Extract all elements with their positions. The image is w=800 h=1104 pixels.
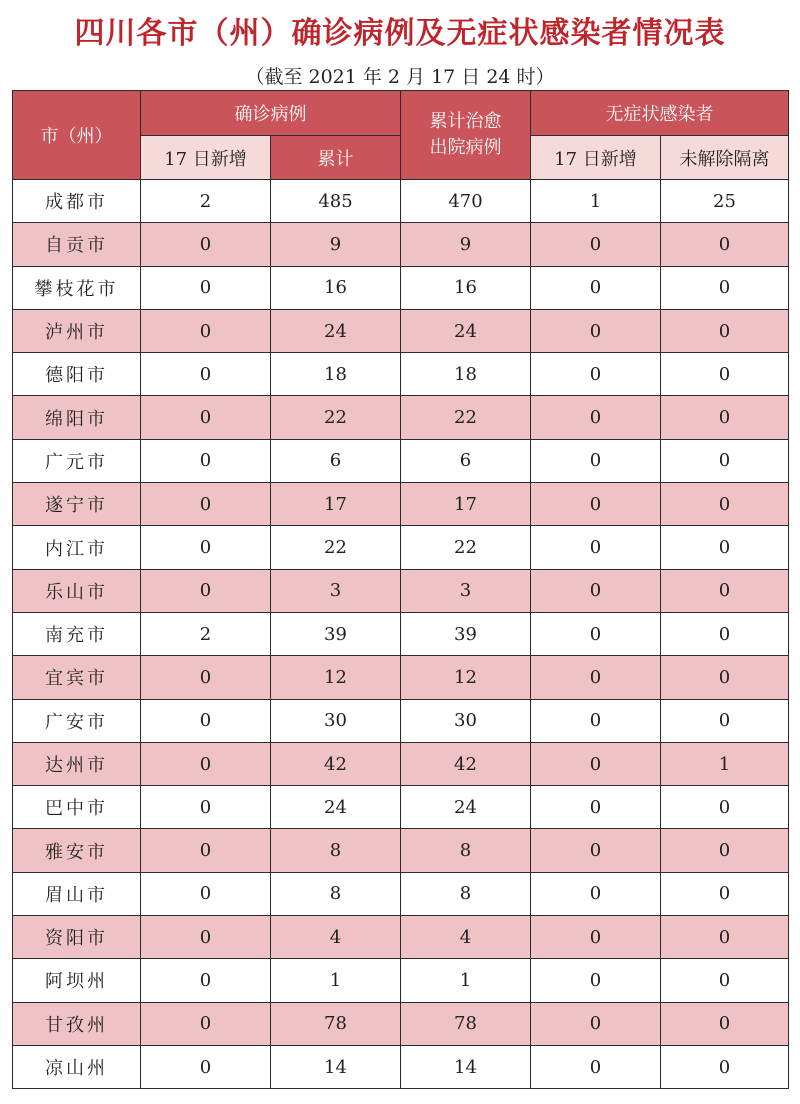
cell-city: 攀枝花市 [13,266,141,309]
cell-asym-isolated: 0 [661,959,789,1002]
cell-confirmed-total: 24 [271,786,401,829]
cell-asym-isolated: 0 [661,612,789,655]
cell-asym-new: 0 [531,396,661,439]
table-row [13,656,789,699]
cell-asym-isolated: 0 [661,699,789,742]
cell-discharged: 6 [401,439,531,482]
cell-asym-isolated: 0 [661,396,789,439]
cell-city: 凉山州 [13,1045,141,1088]
cell-asym-isolated: 1 [661,742,789,785]
header-discharged: 累计治愈出院病例 [401,91,531,180]
cell-asym-isolated: 0 [661,309,789,352]
cell-asym-new: 0 [531,1002,661,1045]
cell-asym-new: 0 [531,526,661,569]
cell-confirmed-new: 0 [141,916,271,959]
cell-confirmed-total: 1 [271,959,401,1002]
cell-asym-new: 0 [531,959,661,1002]
page-title: 四川各市（州）确诊病例及无症状感染者情况表 [74,16,726,51]
cell-asym-isolated: 0 [661,266,789,309]
cell-city: 广元市 [13,439,141,482]
cell-confirmed-new: 0 [141,742,271,785]
cell-asym-isolated: 0 [661,353,789,396]
table-row [13,396,789,439]
cell-confirmed-new: 0 [141,1002,271,1045]
table-row [13,916,789,959]
cell-asym-new: 0 [531,223,661,266]
header-confirmed-new: 17 日新增 [141,136,271,180]
cell-discharged: 18 [401,353,531,396]
cell-confirmed-new: 0 [141,959,271,1002]
cell-asym-isolated: 0 [661,829,789,872]
cell-confirmed-total: 12 [271,656,401,699]
table-row [13,353,789,396]
cell-confirmed-total: 17 [271,483,401,526]
cell-discharged: 12 [401,656,531,699]
cell-asym-isolated: 0 [661,483,789,526]
cell-confirmed-total: 16 [271,266,401,309]
cell-asym-isolated: 0 [661,786,789,829]
cell-asym-new: 1 [531,180,661,223]
cell-city: 自贡市 [13,223,141,266]
cell-city: 阿坝州 [13,959,141,1002]
cell-asym-new: 0 [531,786,661,829]
cell-confirmed-total: 24 [271,309,401,352]
cell-confirmed-total: 22 [271,396,401,439]
cell-city: 成都市 [13,180,141,223]
cell-asym-isolated: 0 [661,872,789,915]
cell-asym-new: 0 [531,656,661,699]
cell-discharged: 42 [401,742,531,785]
cell-discharged: 78 [401,1002,531,1045]
cell-confirmed-total: 485 [271,180,401,223]
cell-confirmed-total: 78 [271,1002,401,1045]
cell-city: 甘孜州 [13,1002,141,1045]
cell-confirmed-total: 42 [271,742,401,785]
cell-confirmed-total: 39 [271,612,401,655]
cell-discharged: 470 [401,180,531,223]
cell-asym-isolated: 0 [661,223,789,266]
cell-asym-isolated: 0 [661,569,789,612]
table-row [13,829,789,872]
cell-confirmed-new: 2 [141,180,271,223]
cell-asym-new: 0 [531,569,661,612]
cell-confirmed-total: 22 [271,526,401,569]
cell-asym-isolated: 25 [661,180,789,223]
cell-asym-isolated: 0 [661,1002,789,1045]
cell-asym-isolated: 0 [661,656,789,699]
table-row [13,959,789,1002]
table-row [13,1045,789,1088]
cell-city: 广安市 [13,699,141,742]
cell-discharged: 24 [401,786,531,829]
cell-confirmed-new: 0 [141,223,271,266]
cell-discharged: 1 [401,959,531,1002]
cell-confirmed-new: 0 [141,526,271,569]
cell-asym-new: 0 [531,1045,661,1088]
cell-asym-isolated: 0 [661,526,789,569]
table-row [13,180,789,223]
cell-city: 内江市 [13,526,141,569]
header-asym-isolated: 未解除隔离 [661,136,789,180]
cell-asym-new: 0 [531,612,661,655]
cell-confirmed-total: 14 [271,1045,401,1088]
cell-discharged: 30 [401,699,531,742]
cell-asym-new: 0 [531,266,661,309]
cell-city: 雅安市 [13,829,141,872]
cell-asym-isolated: 0 [661,439,789,482]
table-row [13,1002,789,1045]
cell-city: 遂宁市 [13,483,141,526]
cell-asym-new: 0 [531,439,661,482]
cell-discharged: 16 [401,266,531,309]
cell-city: 达州市 [13,742,141,785]
cell-city: 宜宾市 [13,656,141,699]
table-header [13,91,789,180]
table-row [13,526,789,569]
table-body [13,180,789,1089]
cell-city: 南充市 [13,612,141,655]
cell-confirmed-total: 8 [271,829,401,872]
table-row [13,483,789,526]
table-row [13,223,789,266]
table-row [13,786,789,829]
cell-asym-new: 0 [531,483,661,526]
cell-city: 绵阳市 [13,396,141,439]
table-row [13,439,789,482]
cell-city: 巴中市 [13,786,141,829]
cell-confirmed-new: 0 [141,353,271,396]
cell-asym-new: 0 [531,699,661,742]
cell-confirmed-new: 0 [141,656,271,699]
cell-confirmed-new: 0 [141,872,271,915]
cell-discharged: 9 [401,223,531,266]
cell-confirmed-total: 3 [271,569,401,612]
table-row [13,742,789,785]
cell-discharged: 22 [401,526,531,569]
cell-confirmed-total: 9 [271,223,401,266]
table-row [13,309,789,352]
cell-confirmed-new: 0 [141,569,271,612]
cell-discharged: 24 [401,309,531,352]
header-asymptomatic-group: 无症状感染者 [531,91,789,136]
cell-confirmed-new: 0 [141,266,271,309]
cell-discharged: 8 [401,872,531,915]
header-confirmed-group: 确诊病例 [141,91,401,136]
table-row [13,612,789,655]
header-city: 市（州） [13,91,141,180]
cell-confirmed-new: 0 [141,483,271,526]
cell-asym-new: 0 [531,309,661,352]
cell-confirmed-new: 0 [141,396,271,439]
cell-confirmed-total: 8 [271,872,401,915]
cell-discharged: 4 [401,916,531,959]
cases-table [12,90,789,1089]
cell-confirmed-total: 30 [271,699,401,742]
page-subtitle: （截至 2021 年 2 月 17 日 24 时） [245,66,555,88]
table-row [13,699,789,742]
cell-confirmed-total: 6 [271,439,401,482]
cell-confirmed-new: 0 [141,439,271,482]
cell-discharged: 3 [401,569,531,612]
cell-city: 眉山市 [13,872,141,915]
cell-city: 德阳市 [13,353,141,396]
cell-discharged: 8 [401,829,531,872]
cell-asym-new: 0 [531,916,661,959]
cell-asym-new: 0 [531,872,661,915]
cell-confirmed-new: 0 [141,829,271,872]
cell-confirmed-total: 4 [271,916,401,959]
cell-confirmed-new: 0 [141,699,271,742]
cell-asym-new: 0 [531,742,661,785]
cell-city: 泸州市 [13,309,141,352]
table-row [13,872,789,915]
cell-city: 乐山市 [13,569,141,612]
cell-discharged: 17 [401,483,531,526]
cell-confirmed-total: 18 [271,353,401,396]
cell-asym-isolated: 0 [661,916,789,959]
cell-confirmed-new: 0 [141,309,271,352]
cell-discharged: 14 [401,1045,531,1088]
cell-confirmed-new: 0 [141,786,271,829]
table-row [13,266,789,309]
cell-confirmed-new: 2 [141,612,271,655]
table-row [13,569,789,612]
cell-asym-new: 0 [531,353,661,396]
cell-confirmed-new: 0 [141,1045,271,1088]
header-asym-new: 17 日新增 [531,136,661,180]
cell-asym-new: 0 [531,829,661,872]
cell-city: 资阳市 [13,916,141,959]
cell-asym-isolated: 0 [661,1045,789,1088]
header-confirmed-total: 累计 [271,136,401,180]
cell-discharged: 22 [401,396,531,439]
cell-discharged: 39 [401,612,531,655]
